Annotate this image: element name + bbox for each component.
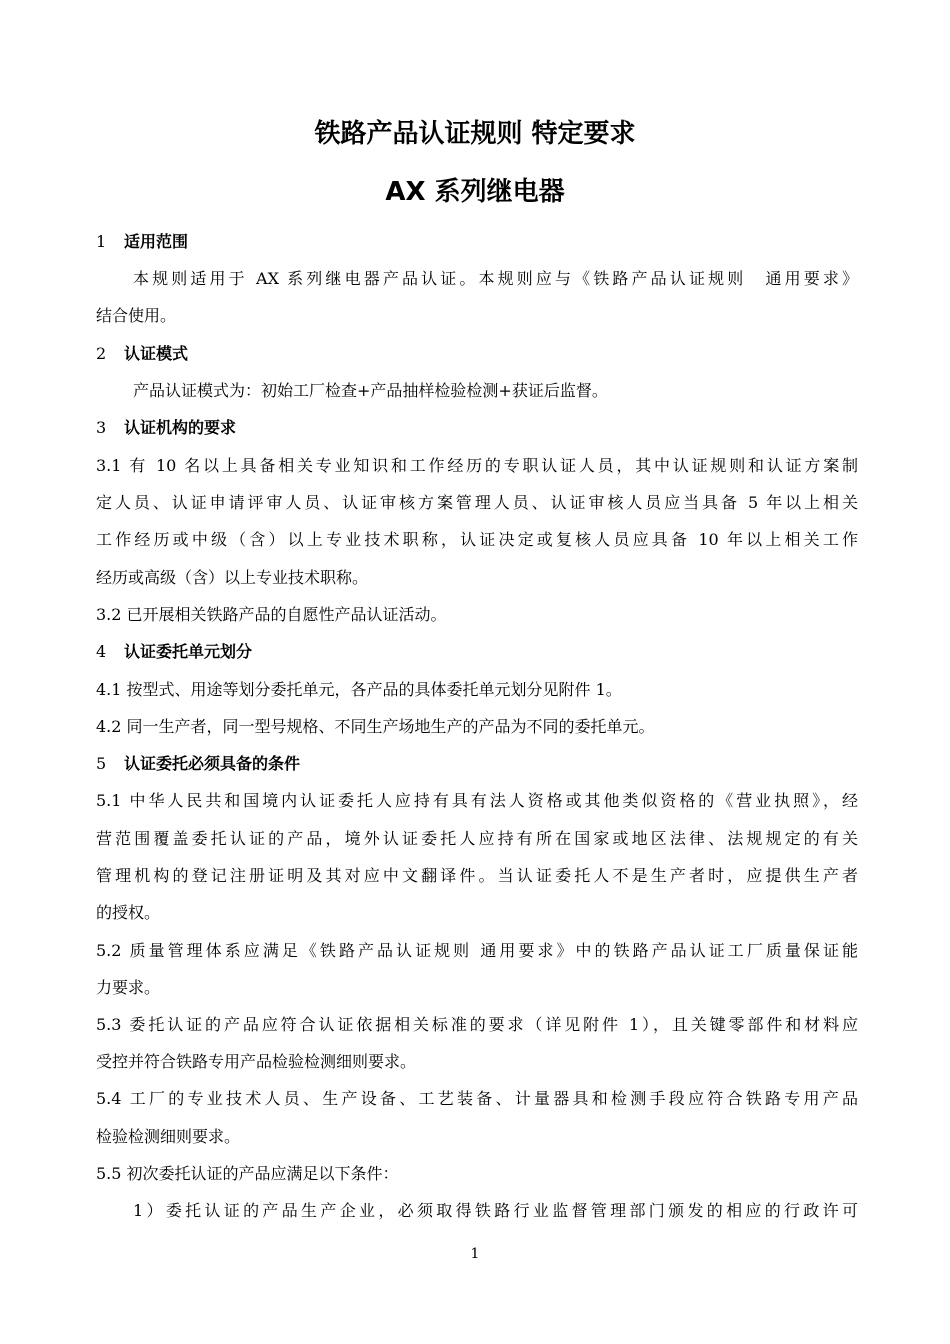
section-title: 认证委托必须具备的条件 [124, 754, 301, 773]
section-heading-5 [96, 753, 300, 775]
paragraph-line: 经历或高级（含）以上专业技术职称。 [96, 568, 369, 587]
section-number: 1 [96, 232, 107, 251]
paragraph-line: 产品认证模式为：初始工厂检查+产品抽样检验检测+获证后监督。 [133, 381, 608, 400]
section-heading-4 [96, 641, 252, 663]
paragraph-line: 力要求。 [96, 978, 161, 997]
paragraph-line: 结合使用。 [96, 306, 177, 325]
document-title: 铁路产品认证规则 特定要求 [314, 119, 636, 149]
paragraph-line: 的授权。 [96, 903, 161, 922]
paragraph-line: 定人员、认证申请评审人员、认证审核方案管理人员、认证审核人员应当具备 5 年以上相关 [96, 493, 858, 512]
paragraph-line: 3.1 有 10 名以上具备相关专业知识和工作经历的专职认证人员，其中认证规则和认证方案制 [96, 456, 858, 475]
paragraph-line: 4.1 按型式、用途等划分委托单元，各产品的具体委托单元划分见附件 1。 [96, 680, 622, 699]
section-title: 认证模式 [124, 344, 189, 363]
section-title: 适用范围 [124, 232, 189, 251]
section-number: 4 [96, 642, 107, 661]
section-number: 2 [96, 344, 107, 363]
paragraph-line: 3.2 已开展相关铁路产品的自愿性产品认证活动。 [96, 605, 447, 624]
section-title: 认证委托单元划分 [124, 642, 253, 661]
paragraph-line: 1）委托认证的产品生产企业，必须取得铁路行业监督管理部门颁发的相应的行政许可 [133, 1201, 858, 1220]
section-number: 3 [96, 418, 107, 437]
paragraph-line: 5.3 委托认证的产品应符合认证依据相关标准的要求（详见附件 1），且关键零部件和材料应 [96, 1015, 858, 1034]
section-heading-3 [96, 417, 236, 439]
paragraph-line: 工作经历或中级（含）以上专业技术职称，认证决定或复核人员应具备 10 年以上相关工作 [96, 530, 858, 549]
section-heading-1 [96, 231, 188, 253]
paragraph-line: 营范围覆盖委托认证的产品，境外认证委托人应持有所在国家或地区法律、法规规定的有关 [96, 829, 858, 848]
paragraph-line: 本规则适用于 AX 系列继电器产品认证。本规则应与《铁路产品认证规则 通用要求》 [133, 269, 858, 288]
paragraph-line: 管理机构的登记注册证明及其对应中文翻译件。当认证委托人不是生产者时，应提供生产者 [96, 866, 858, 885]
paragraph-line: 检验检测细则要求。 [96, 1127, 241, 1146]
paragraph-line: 5.4 工厂的专业技术人员、生产设备、工艺装备、计量器具和检测手段应符合铁路专用产品 [96, 1089, 858, 1108]
paragraph-line: 5.5 初次委托认证的产品应满足以下条件： [96, 1164, 399, 1183]
page-number: 1 [470, 1246, 480, 1262]
section-title: 认证机构的要求 [124, 418, 237, 437]
paragraph-line: 4.2 同一生产者，同一型号规格、不同生产场地生产的产品为不同的委托单元。 [96, 717, 655, 736]
paragraph-line: 受控并符合铁路专用产品检验检测细则要求。 [96, 1052, 417, 1071]
paragraph-line: 5.1 中华人民共和国境内认证委托人应持有具有法人资格或其他类似资格的《营业执照》，经 [96, 791, 858, 810]
section-heading-2 [96, 343, 188, 365]
section-number: 5 [96, 754, 107, 773]
document-subtitle: AX 系列继电器 [385, 177, 565, 207]
paragraph-line: 5.2 质量管理体系应满足《铁路产品认证规则 通用要求》中的铁路产品认证工厂质量保证能 [96, 941, 858, 960]
